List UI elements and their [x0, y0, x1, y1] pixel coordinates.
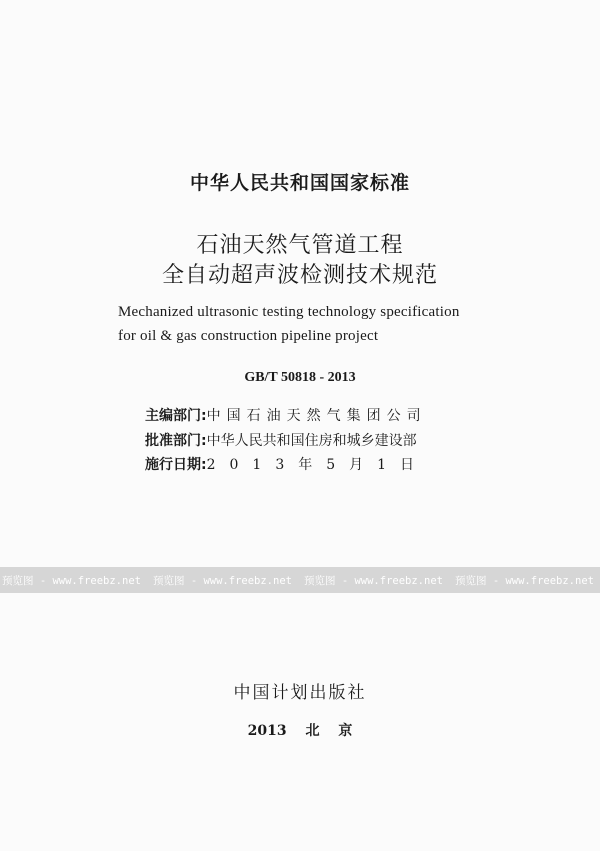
- editor-row: [145, 405, 427, 425]
- national-standard-heading: 中华人民共和国国家标准: [189, 172, 410, 194]
- editor-label: 主编部门:: [145, 408, 207, 424]
- publisher-name: 中国计划出版社: [233, 683, 367, 703]
- title-en-line2: for oil & gas construction pipeline project: [118, 328, 379, 344]
- approver-value: 中华人民共和国住房和城乡建设部: [206, 433, 417, 449]
- date-value: 2013年5月1日: [206, 457, 429, 473]
- date-label: 施行日期:: [145, 457, 207, 473]
- editor-value: 中国石油天然气集团公司: [206, 408, 427, 424]
- approver-label: 批准部门:: [145, 433, 207, 449]
- approver-row: [145, 430, 417, 450]
- standard-number: GB/T 50818 - 2013: [244, 370, 356, 385]
- watermark-text: 预览图 - www.freebz.net: [153, 575, 292, 587]
- watermark-text: 预览图 - www.freebz.net: [2, 575, 141, 587]
- publication-date: 2013 北 京: [247, 723, 353, 739]
- title-cn-line2: 全自动超声波检测技术规范: [161, 263, 438, 288]
- title-en-line1: Mechanized ultrasonic testing technology specification: [118, 304, 460, 320]
- effective-date-row: [145, 454, 428, 474]
- watermark-band: [0, 567, 600, 593]
- watermark-text: 预览图 - www.freebz.net: [304, 575, 443, 587]
- title-cn-line1: 石油天然气管道工程: [196, 233, 404, 258]
- watermark-text: 预览图 - www.freebz.net: [455, 575, 594, 587]
